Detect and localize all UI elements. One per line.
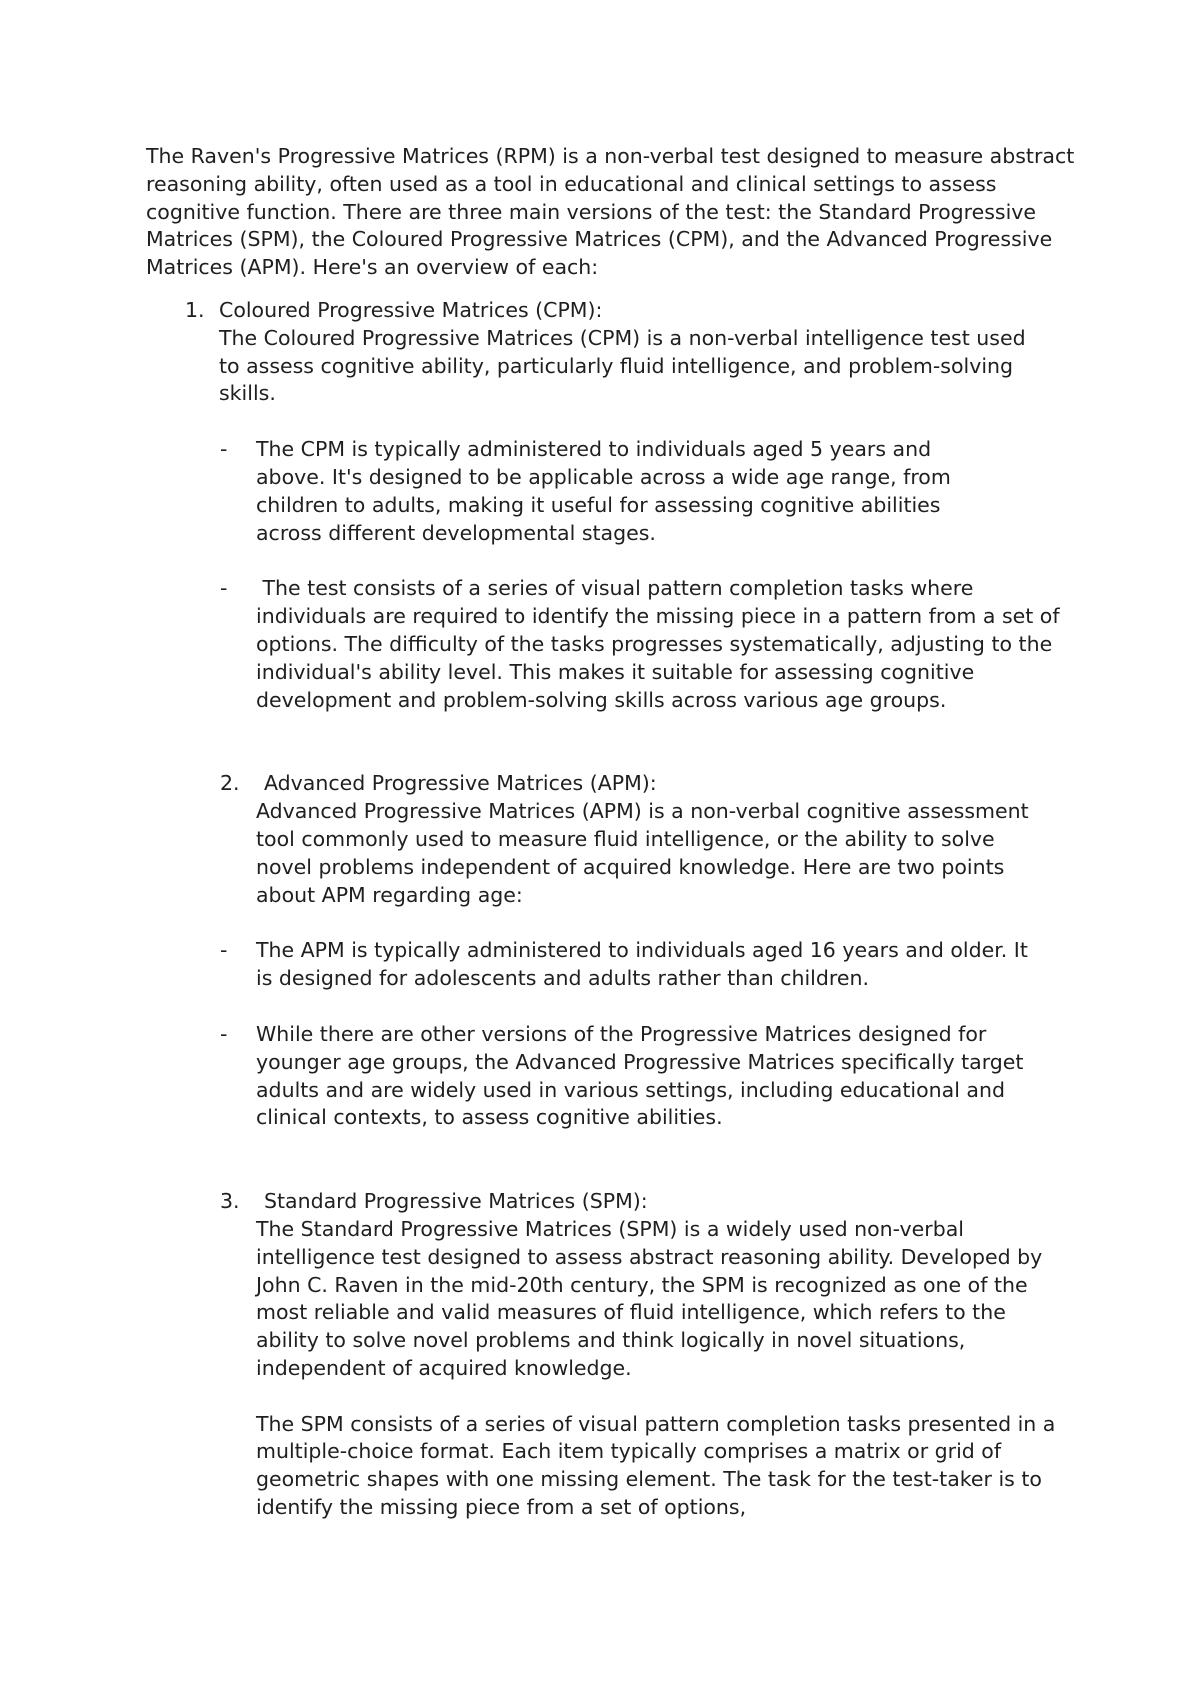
section-2-heading: Advanced Progressive Matrices (APM): xyxy=(264,771,657,796)
section-2 xyxy=(146,770,1066,909)
section-1-bullet-2 xyxy=(146,575,1066,714)
section-2-number: 2. xyxy=(220,771,240,796)
section-1 xyxy=(146,297,1066,408)
section-3-description: The Standard Progressive Matrices (SPM) is a widely used non-verbal intelligence test designed to assess abstract reasoning ability. Developed by John C. Raven in the mid-20th century, the SPM is recognized as one of the most reliable and valid measures of fluid intelligence, which refers to the ability to solve novel problems and think logically in novel situations, independent of acquired knowledge. xyxy=(256,1216,1043,1380)
section-1-bullet-1 xyxy=(146,436,1066,547)
section-2-description: Advanced Progressive Matrices (APM) is a non-verbal cognitive assessment tool commonly used to measure fluid intelligence, or the ability to solve novel problems independent of acquired knowledge. Here are two points about APM regarding age: xyxy=(256,799,1029,907)
section-2-bullet-2 xyxy=(146,1021,1066,1132)
document-page xyxy=(146,143,1075,1522)
bullet-dash: - xyxy=(220,938,228,963)
section-3 xyxy=(146,1188,1066,1522)
section-1-heading: Coloured Progressive Matrices (CPM): xyxy=(219,297,603,322)
bullet-dash: - xyxy=(220,437,228,462)
section-2-bullet-2-text: While there are other versions of the Progressive Matrices designed for younger age groups, the Advanced Progressive Matrices specifically target adults and are widely used in various settings, including educational and clinical contexts, to assess cognitive abilities. xyxy=(256,1021,1024,1130)
section-1-bullet-1-text: The CPM is typically administered to individuals aged 5 years and above. It's designed to be applicable across a wide age range, from children to adults, making it useful for assessing cognitive abilities across different developmental stages. xyxy=(256,437,951,545)
section-3-description-2: The SPM consists of a series of visual pattern completion tasks presented in a multiple-choice format. Each item typically comprises a matrix or grid of geometric shapes with one missing element. The task for the test-taker is to identify the missing piece from a set of options, xyxy=(256,1411,1056,1520)
section-3-number: 3. xyxy=(220,1189,240,1214)
section-2-bullet-1 xyxy=(146,937,1066,993)
section-1-bullet-2-text: The test consists of a series of visual pattern completion tasks where individuals are required to identify the missing piece in a pattern from a set of options. The difficulty of the tasks progresses systematically, adjusting to the individual's ability level. This makes it suitable for assessing cognitive development and problem-solving skills across various age groups. xyxy=(256,576,1067,712)
section-1-description: The Coloured Progressive Matrices (CPM) is a non-verbal intelligence test used to assess cognitive ability, particularly fluid intelligence, and problem-solving skills. xyxy=(219,325,1026,406)
intro-paragraph: The Raven's Progressive Matrices (RPM) is a non-verbal test designed to measure abstract reasoning ability, often used as a tool in educational and clinical settings to assess cognitive function. There are three main versions of the test: the Standard Progressive Matrices (SPM), the Coloured Progressive Matrices (CPM), and the Advanced Progressive Matrices (APM). Here's an overview of each: xyxy=(146,144,1075,280)
section-2-bullet-1-text: The APM is typically administered to individuals aged 16 years and older. It is designed for adolescents and adults rather than children. xyxy=(256,938,1028,991)
bullet-dash: - xyxy=(220,1021,228,1046)
bullet-dash: - xyxy=(220,576,228,601)
section-3-heading: Standard Progressive Matrices (SPM): xyxy=(264,1189,648,1214)
section-1-number: 1. xyxy=(185,297,205,322)
